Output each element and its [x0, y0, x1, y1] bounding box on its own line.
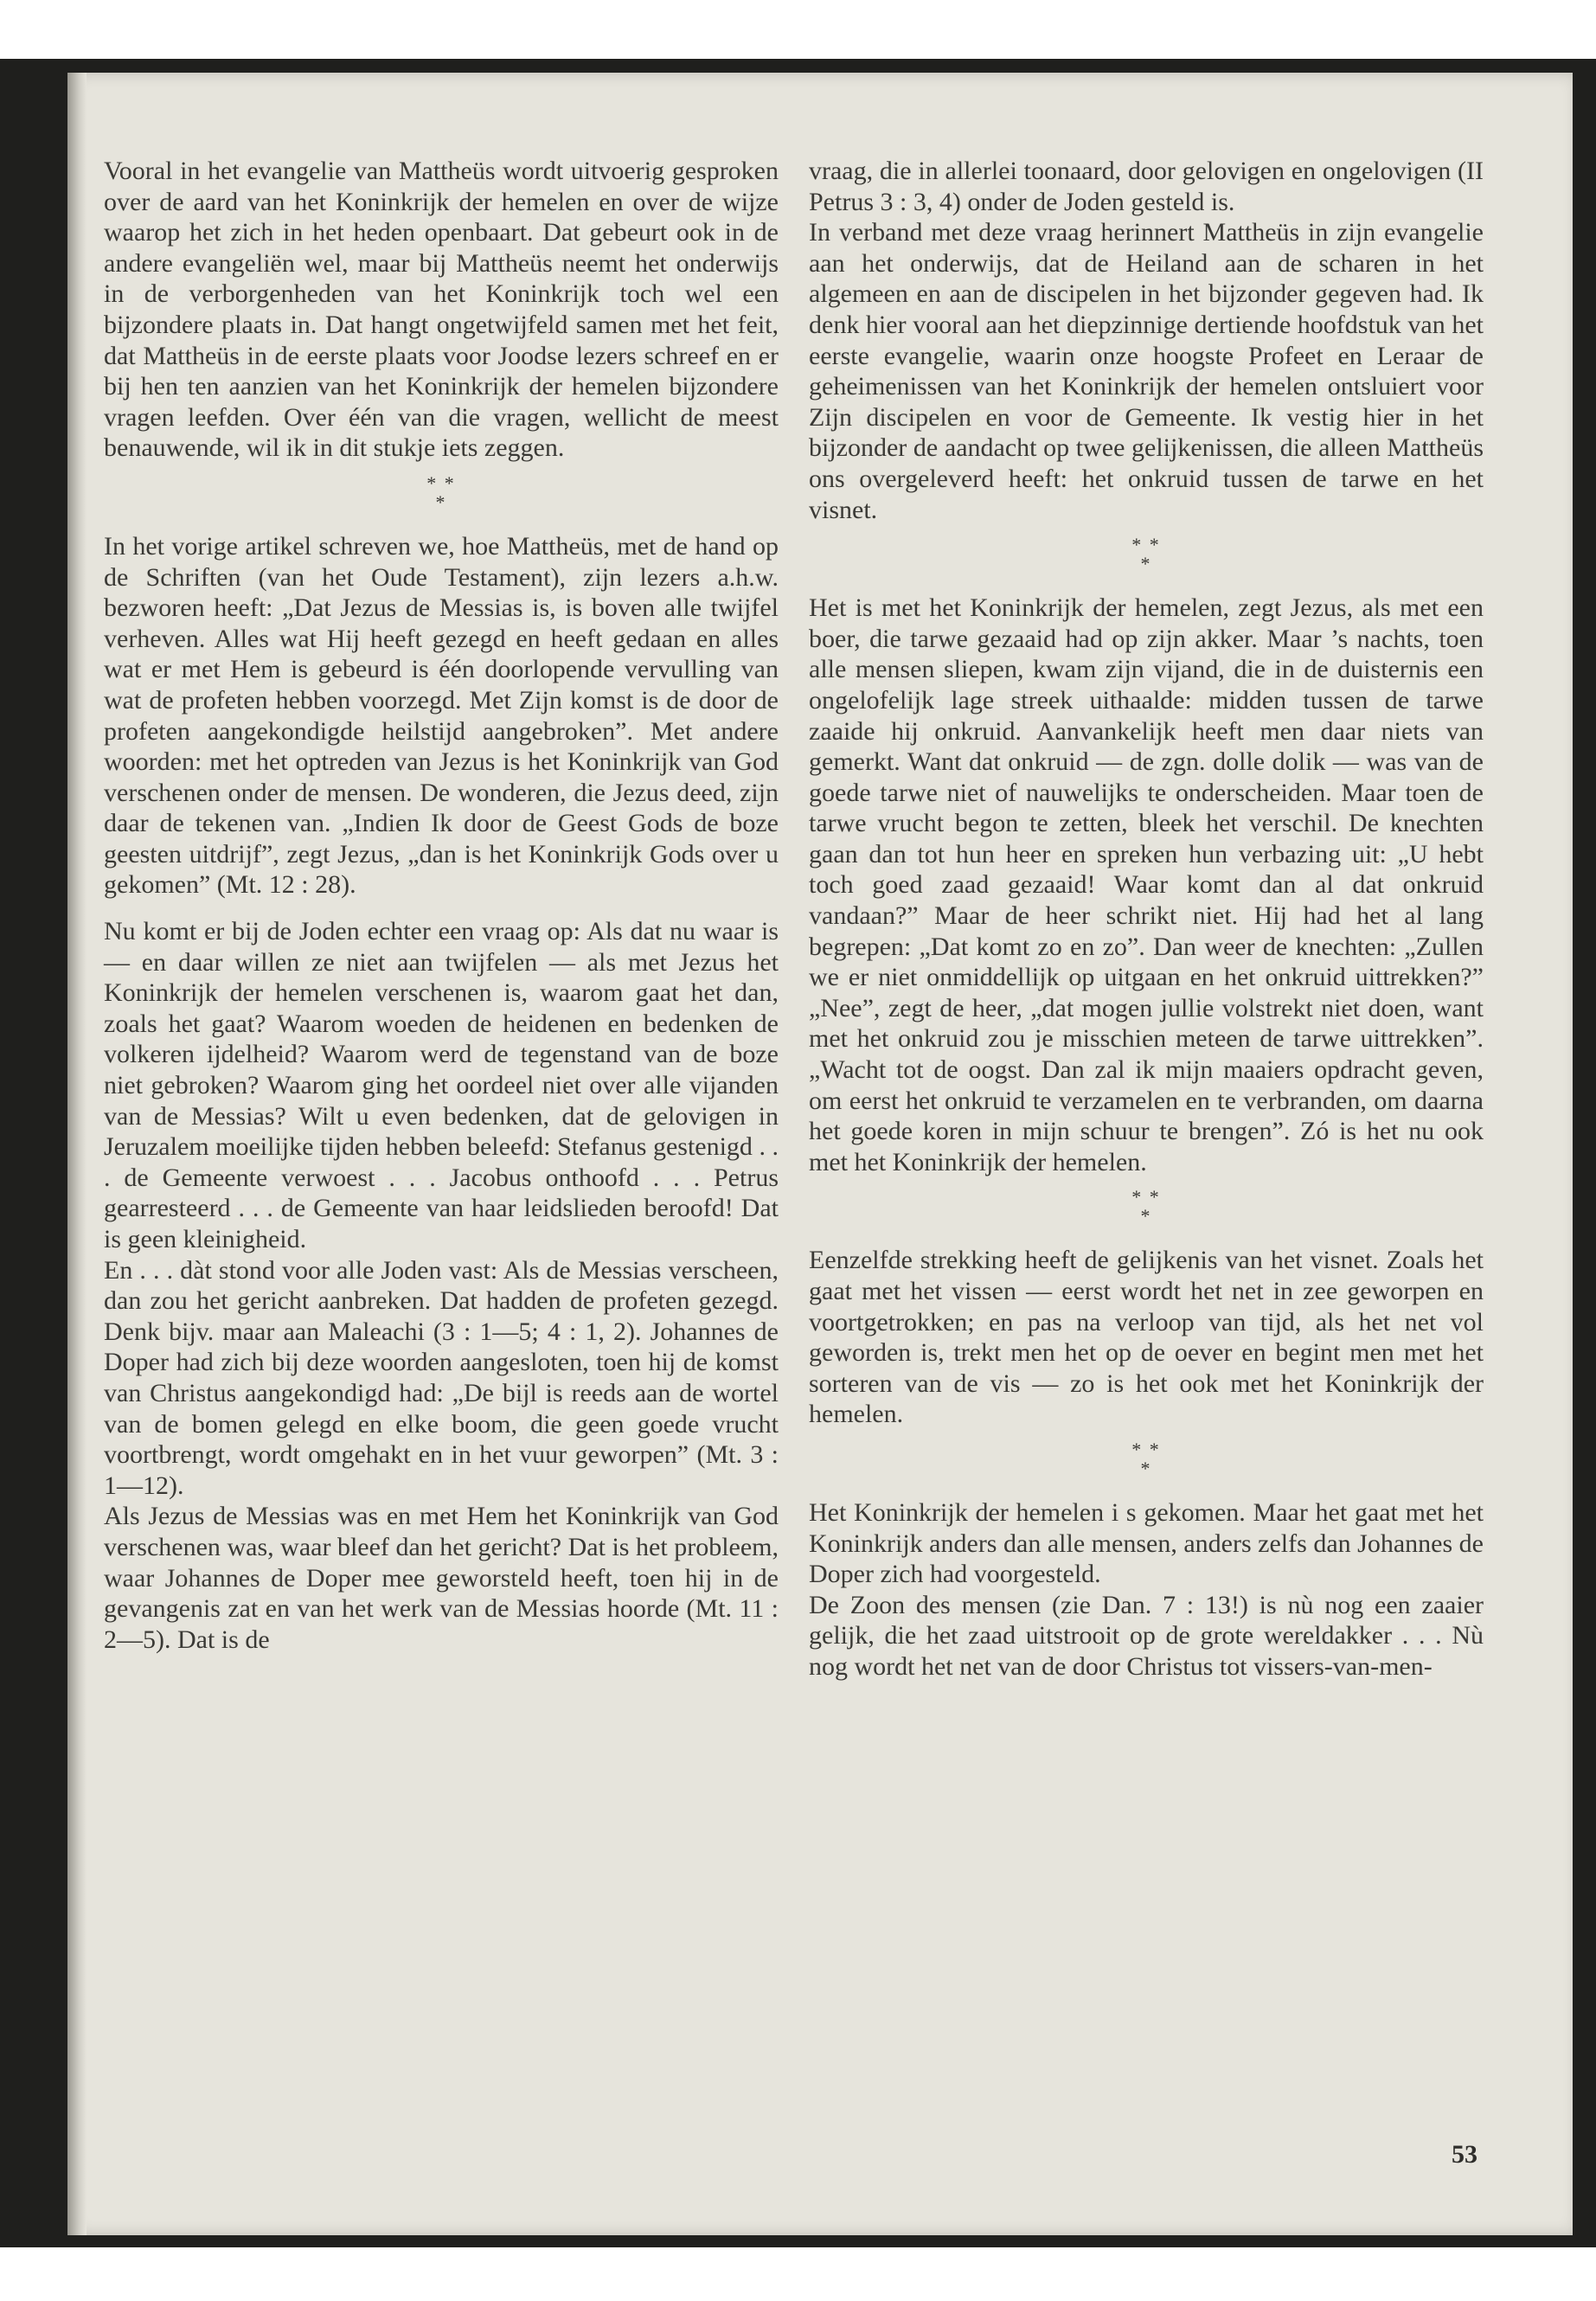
right-paragraph-4: Eenzelfde strekking heeft de gelijkenis van het visnet. Zoals het gaat met het vissen — eerst wordt het net in zee geworpen en voortgetrokken; en pas na verloop van tijd, als het net vol geworden is, trekt men het op de oever en begint men met het sorteren van de vis — zo is het ook met het Koninkrijk der hemelen.	[809, 1246, 1484, 1429]
page-number: 53	[1452, 2140, 1477, 2169]
section-divider	[809, 535, 1484, 574]
divider-stars-top: * *	[1131, 1438, 1161, 1460]
section-divider	[809, 1440, 1484, 1478]
left-paragraph-1: Vooral in het evangelie van Mattheüs wordt uitvoerig gesproken over de aard van het Koninkrijk der hemelen en over de wijze waarop het zich in het heden openbaart. Dat gebeurt ook in de andere evangeliën wel, maar bij Mattheüs neemt het onderwijs in de verborgenheden van het Koninkrijk toch wel een bijzondere plaats in. Dat hangt ongetwijfeld samen met het feit, dat Mattheüs in de eerste plaats voor Joodse lezers schreef en er bij hen ten aanzien van het Koninkrijk der hemelen bijzondere vragen leefden. Over één van die vragen, wellicht de meest benauwende, wil ik in dit stukje iets zeggen.	[104, 157, 779, 463]
divider-star-bottom: *	[1140, 1205, 1152, 1227]
section-divider	[809, 1188, 1484, 1226]
divider-star-bottom: *	[1140, 553, 1152, 575]
left-paragraph-3: Nu komt er bij de Joden echter een vraag op: Als dat nu waar is — en daar willen ze niet aan twijfelen — als met Jezus het Koninkrijk der hemelen verschenen is, waarom gaat het dan, zoals het gaat? Waarom woeden de heidenen en bedenken de volkeren ijdelheid? Waarom werd de tegenstand van de boze niet gebroken? Waarom ging het oordeel niet over alle vijanden van de Messias? Wilt u even bedenken, dat de gelovigen in Jeruzalem moeilijke tijden hebben beleefd: Stefanus gestenigd . . . de Gemeente verwoest . . . Jacobus onthoofd . . . Petrus gearresteerd . . . de Gemeente van haar leidslieden beroofd! Dat is geen kleinigheid.	[104, 917, 779, 1253]
right-paragraph-2: In verband met deze vraag herinnert Mattheüs in zijn evangelie aan het onderwijs, dat de Heiland aan de scharen in het algemeen en aan de discipelen in het bijzonder gegeven had. Ik denk hier vooral aan het diepzinnige dertiende hoofdstuk van het eerste evangelie, waarin onze hoogste Profeet en Leraar de geheimenissen van het Koninkrijk der hemelen ontsluiert voor Zijn discipelen en voor de Gemeente. Ik vestig hier in het bijzonder de aandacht op twee gelijkenissen, die alleen Mattheüs ons overgeleverd heeft: het onkruid tussen de tarwe en het visnet.	[809, 218, 1484, 524]
right-paragraph-6: De Zoon des mensen (zie Dan. 7 : 13!) is nù nog een zaaier gelijk, die het zaad uitstrooit op de grote wereldakker . . . Nù nog wordt het net van de door Christus tot vissers-van-men-	[809, 1590, 1484, 1681]
right-paragraph-1: vraag, die in allerlei toonaard, door gelovigen en ongelovigen (II Petrus 3 : 3, 4) onder de Joden gesteld is.	[809, 157, 1484, 216]
divider-star-bottom: *	[435, 490, 447, 513]
left-paragraph-5: Als Jezus de Messias was en met Hem het Koninkrijk van God verschenen was, waar bleef dan het gericht? Dat is het probleem, waar Johannes de Doper mee geworsteld heeft, toen hij in de gevangenis zat en van het werk van de Messias hoorde (Mt. 11 : 2—5). Dat is de	[104, 1502, 779, 1654]
left-paragraph-4: En . . . dàt stond voor alle Joden vast: Als de Messias verscheen, dan zou het gericht aanbreken. Dat hadden de profeten gezegd. Denk bijv. maar aan Maleachi (3 : 1—5; 4 : 1, 2). Johannes de Doper had zich bij deze woorden aangesloten, toen hij de komst van Christus aangekondigd had: „De bijl is reeds aan de wortel van de bomen gelegd en elke boom, die geen goede vrucht voortbrengt, wordt omgehakt en in het vuur geworpen” (Mt. 3 : 1—12).	[104, 1255, 779, 1500]
right-paragraph-3: Het is met het Koninkrijk der hemelen, zegt Jezus, als met een boer, die tarwe gezaaid had op zijn akker. Maar ’s nachts, toen alle mensen sliepen, kwam zijn vijand, die in de duisternis een ongelofelijk lage streek uithaalde: midden tussen de tarwe zaaide hij onkruid. Aanvankelijk heeft men daar niets van gemerkt. Want dat onkruid — de zgn. dolle dolik — was van de goede tarwe niet of nauwelijks te onderscheiden. Maar toen de tarwe vrucht begon te zetten, bleek het verschil. De knechten gaan dan tot hun heer en spreken hun verbazing uit: „U hebt toch goed zaad gezaaid! Waar komt dan al dat onkruid vandaan?” Maar de heer schrikt niet. Hij had het al lang begrepen: „Dat komt zo en zo”. Dan weer de knechten: „Zullen we er niet onmiddellijk op uitgaan en het onkruid uittrekken?” „Nee”, zegt de heer, „dat mogen jullie volstrekt niet doen, want met het onkruid zou je misschien meteen de tarwe uittrekken”. „Wacht tot de oogst. Dan zal ik mijn maaiers opdracht geven, om eerst het onkruid te verzamelen en te verbranden, om daarna het goede koren in mijn schuur te brengen”. Zó is het nu ook met het Koninkrijk der hemelen.	[809, 593, 1484, 1176]
section-divider	[104, 471, 779, 513]
divider-stars-top: * *	[1131, 1186, 1161, 1208]
right-paragraph-5: Het Koninkrijk der hemelen i s gekomen. Maar het gaat met het Koninkrijk anders dan alle mensen, anders zelfs dan Johannes de Doper zich had voorgesteld.	[809, 1497, 1484, 1589]
page-sheet	[67, 73, 1573, 2235]
binding-edge	[67, 73, 87, 2235]
left-paragraph-2: In het vorige artikel schreven we, hoe Mattheüs, met de hand op de Schriften (van het Oude Testament), zijn lezers a.h.w. bezworen heeft: „Dat Jezus de Messias is, is boven alle twijfel verheven. Alles wat Hij heeft gezegd en heeft gedaan en alles wat er met Hem is gebeurd is één doorlopende vervulling van wat de profeten hebben voorzegd. Met Zijn komst is de door de profeten aangekondigde heilstijd aangebroken”. Met andere woorden: met het optreden van Jezus is het Koninkrijk van God verschenen onder de mensen. De wonderen, die Jezus deed, zijn daar de tekenen van. „Indien Ik door de Geest Gods de boze geesten uitdrijf”, zegt Jezus, „dan is het Koninkrijk Gods over u gekomen” (Mt. 12 : 28).	[104, 531, 779, 900]
divider-stars-top: * *	[1131, 534, 1161, 556]
left-column	[104, 156, 779, 1655]
divider-stars-top: * *	[426, 471, 456, 494]
divider-star-bottom: *	[1140, 1457, 1152, 1479]
right-column	[809, 156, 1484, 1682]
